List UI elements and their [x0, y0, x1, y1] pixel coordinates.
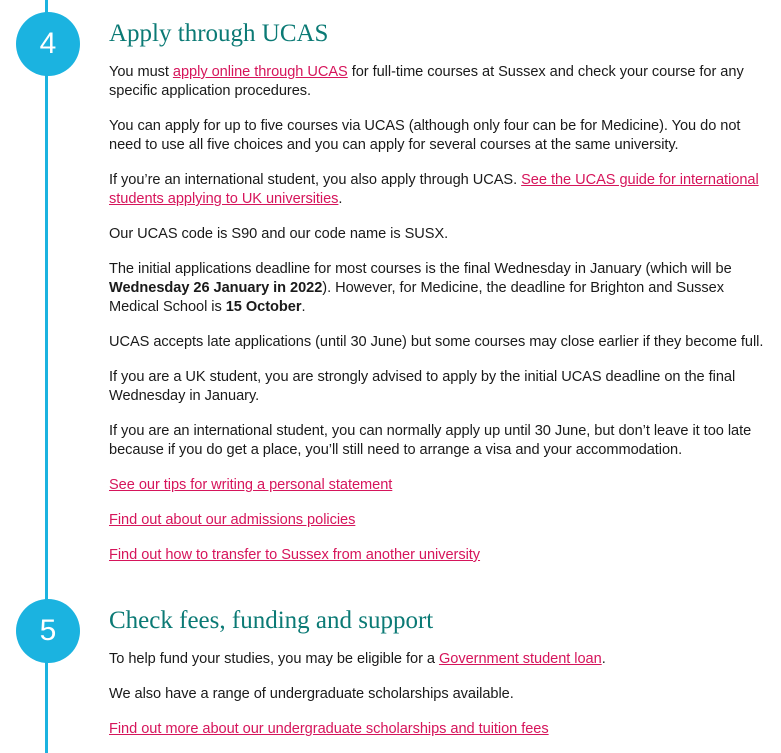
paragraph-scholarships: We also have a range of undergraduate scholarships available. [109, 686, 514, 702]
step-number-4-badge: 4 [16, 12, 80, 76]
apply-online-link[interactable]: apply online through UCAS [172, 64, 348, 80]
paragraph-ucas-code: Our UCAS code is S90 and our code name is SUSX. [109, 226, 449, 242]
scholarships-fees-link[interactable]: Find out more about our undergraduate scholarships and tuition fees [109, 721, 549, 737]
step-4-title: Apply through UCAS [109, 20, 329, 47]
tips-link-row [109, 476, 769, 495]
transfer-link[interactable]: Find out how to transfer to Sussex from another university [109, 547, 481, 563]
paragraph-deadline: The initial applications deadline for most courses is the final Wednesday in January (which will be Wednesday 26 January in 2022). However, for Medicine, the deadline for Brighton and Sussex Medical School is 15 October. [109, 261, 732, 315]
paragraph-international: If you’re an international student, you also apply through UCAS. See the UCAS guide for international students applying to UK universities. [109, 172, 759, 207]
paragraph-international-deadline: If you are an international student, you can normally apply up until 30 June, but don’t leave it too late because if you do get a place, you’ll still need to arrange a visa and your accommodation. [109, 423, 752, 458]
step-5-section [109, 605, 769, 753]
step-5-title: Check fees, funding and support [109, 607, 434, 634]
paragraph-late-applications: UCAS accepts late applications (until 30 June) but some courses may close earlier if they become full. [109, 334, 764, 350]
deadline-date: Wednesday 26 January in 2022 [109, 280, 323, 296]
ucas-international-guide-link[interactable]: See the UCAS guide for international students applying to UK universities [109, 172, 759, 207]
paragraph-five-courses: You can apply for up to five courses via UCAS (although only four can be for Medicine). You do not need to use all five choices and you can apply for several courses at the same university. [109, 118, 741, 153]
paragraph-uk-student: If you are a UK student, you are strongly advised to apply by the initial UCAS deadline on the final Wednesday in January. [109, 369, 736, 404]
paragraph-student-loan: To help fund your studies, you may be eligible for a Government student loan. [109, 651, 606, 667]
scholarships-link-row [109, 720, 769, 739]
step-number-5-badge: 5 [16, 599, 80, 663]
student-loan-link[interactable]: Government student loan [438, 651, 602, 667]
transfer-link-row [109, 546, 769, 565]
step-4-section [109, 18, 769, 581]
paragraph-apply-online: You must apply online through UCAS for full-time courses at Sussex and check your course for any specific application procedures. [109, 64, 744, 99]
admissions-link-row [109, 511, 769, 530]
admissions-policies-link[interactable]: Find out about our admissions policies [109, 512, 356, 528]
medicine-deadline-date: 15 October [225, 299, 302, 315]
personal-statement-tips-link[interactable]: See our tips for writing a personal statement [109, 477, 393, 493]
